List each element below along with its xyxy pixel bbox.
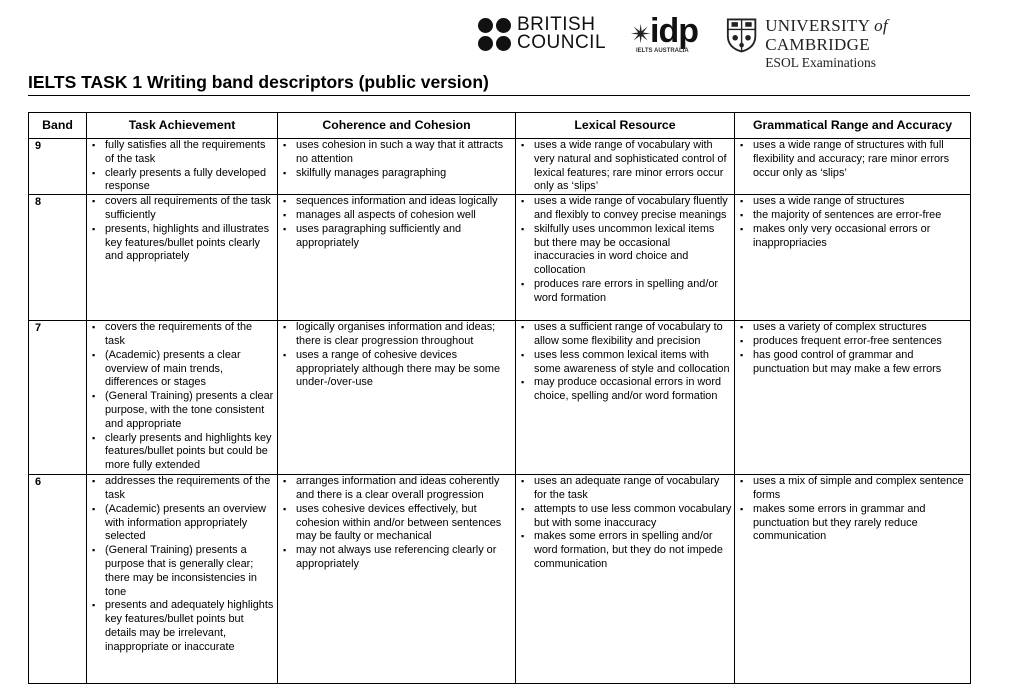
descriptor-item: ▪ produces rare errors in spelling and/or word formation (520, 278, 732, 306)
descriptor-item: ▪ skilfully uses uncommon lexical items but there may be occasional inaccuracies in word choice and collocation (520, 223, 732, 278)
header-task-achievement: Task Achievement (87, 113, 278, 139)
descriptor-item: ▪ uses an adequate range of vocabulary for the task (520, 475, 732, 503)
descriptor-item: ▪ makes some errors in spelling and/or word formation, but they do not impede communication (520, 530, 732, 571)
bullet-list (91, 475, 275, 654)
descriptor-item: ▪ addresses the requirements of the task (91, 475, 275, 503)
bullet-list (739, 475, 968, 544)
idp-subtitle: IELTS AUSTRALIA (636, 48, 689, 54)
cambridge-esol: ESOL Examinations (765, 55, 877, 70)
bullet-list (282, 321, 513, 390)
grammatical-range-cell (735, 321, 971, 475)
descriptor-item: ▪ clearly presents a fully developed response (91, 167, 275, 195)
british-council-wordmark: BRITISH COUNCIL (517, 14, 607, 53)
descriptor-item: ▪ fully satisfies all the requirements of the task (91, 139, 275, 167)
header-lexical-resource: Lexical Resource (516, 113, 735, 139)
coherence-cohesion-cell (278, 139, 516, 195)
descriptor-item: ▪ has good control of grammar and punctuation but may make a few errors (739, 349, 968, 377)
descriptor-item: ▪ presents, highlights and illustrates key features/bullet points clearly and appropriately (91, 223, 275, 264)
header-grammatical-range: Grammatical Range and Accuracy (735, 113, 971, 139)
descriptor-item: ▪ uses a mix of simple and complex sentence forms (739, 475, 968, 503)
bullet-list (520, 139, 732, 194)
band-number: 6 (29, 475, 87, 684)
header-coherence-cohesion: Coherence and Cohesion (278, 113, 516, 139)
band-number: 7 (29, 321, 87, 475)
british-council-dots-icon (478, 18, 511, 51)
descriptor-item: ▪ arranges information and ideas coherently and there is a clear overall progression (282, 475, 513, 503)
lexical-resource-cell (516, 195, 735, 321)
descriptor-item: ▪ (Academic) presents an overview with information appropriately selected (91, 503, 275, 544)
descriptor-item: ▪ uses less common lexical items with some awareness of style and collocation (520, 349, 732, 377)
bullet-list (520, 475, 732, 572)
descriptor-item: ▪ uses a range of cohesive devices appropriately although there may be some under-/over-use (282, 349, 513, 390)
table-row (29, 475, 971, 684)
descriptor-item: ▪ manages all aspects of cohesion well (282, 209, 513, 223)
descriptor-item: ▪ may not always use referencing clearly or appropriately (282, 544, 513, 572)
descriptor-item: ▪ attempts to use less common vocabulary but with some inaccuracy (520, 503, 732, 531)
page-title: IELTS TASK 1 Writing band descriptors (public version) (28, 72, 970, 96)
header-logos (478, 12, 978, 70)
descriptor-item: ▪ (Academic) presents a clear overview of main trends, differences or stages (91, 349, 275, 390)
table-row (29, 139, 971, 195)
coherence-cohesion-cell (278, 195, 516, 321)
descriptor-item: ▪ makes only very occasional errors or inappropriacies (739, 223, 968, 251)
descriptor-item: ▪ produces frequent error-free sentences (739, 335, 968, 349)
idp-logo (630, 14, 710, 60)
band-number: 8 (29, 195, 87, 321)
bullet-list (282, 195, 513, 250)
descriptor-item: ▪ clearly presents and highlights key features/bullet points but could be more fully extended (91, 432, 275, 473)
task-achievement-cell (87, 321, 278, 475)
idp-wordmark: idp (650, 12, 698, 50)
descriptor-item: ▪ skilfully manages paragraphing (282, 167, 513, 181)
bullet-list (282, 139, 513, 180)
descriptor-item: ▪ makes some errors in grammar and punctuation but they rarely reduce communication (739, 503, 968, 544)
descriptor-item: ▪ covers the requirements of the task (91, 321, 275, 349)
descriptor-item: ▪ logically organises information and ideas; there is clear progression throughout (282, 321, 513, 349)
coherence-cohesion-cell (278, 321, 516, 475)
descriptor-item: ▪ (General Training) presents a purpose that is generally clear; there may be inconsistencies in tone (91, 544, 275, 599)
table-header-row (29, 113, 971, 139)
band-number: 9 (29, 139, 87, 195)
cambridge-logo (726, 16, 978, 71)
cambridge-crest-icon (726, 16, 757, 54)
descriptor-item: ▪ uses cohesive devices effectively, but cohesion within and/or between sentences may be faulty or mechanical (282, 503, 513, 544)
task-achievement-cell (87, 475, 278, 684)
bullet-list (91, 139, 275, 194)
bullet-list (739, 195, 968, 250)
descriptor-item: ▪ sequences information and ideas logically (282, 195, 513, 209)
descriptor-item: ▪ uses a wide range of vocabulary fluently and flexibly to convey precise meanings (520, 195, 732, 223)
bullet-list (91, 321, 275, 473)
descriptor-item: ▪ the majority of sentences are error-free (739, 209, 968, 223)
coherence-cohesion-cell (278, 475, 516, 684)
descriptor-item: ▪ uses a wide range of vocabulary with very natural and sophisticated control of lexical features; rare minor errors occur only as ‘slips’ (520, 139, 732, 194)
table-row (29, 321, 971, 475)
descriptor-item: ▪ uses a sufficient range of vocabulary to allow some flexibility and precision (520, 321, 732, 349)
descriptor-item: ▪ uses paragraphing sufficiently and appropriately (282, 223, 513, 251)
lexical-resource-cell (516, 475, 735, 684)
descriptor-item: ▪ uses a variety of complex structures (739, 321, 968, 335)
header-band: Band (29, 113, 87, 139)
bullet-list (520, 321, 732, 404)
bullet-list (739, 321, 968, 376)
descriptor-item: ▪ uses a wide range of structures (739, 195, 968, 209)
descriptor-item: ▪ may produce occasional errors in word choice, spelling and/or word formation (520, 376, 732, 404)
british-council-logo (478, 16, 606, 52)
descriptor-item: ▪ uses a wide range of structures with full flexibility and accuracy; rare minor errors occur only as ‘slips’ (739, 139, 968, 180)
lexical-resource-cell (516, 139, 735, 195)
cambridge-name: UNIVERSITY of CAMBRIDGE (765, 16, 888, 54)
bullet-list (520, 195, 732, 305)
table-row (29, 195, 971, 321)
descriptor-item: ▪ uses cohesion in such a way that it attracts no attention (282, 139, 513, 167)
descriptor-item: ▪ presents and adequately highlights key features/bullet points but details may be irrelevant, inappropriate or inaccurate (91, 599, 275, 654)
grammatical-range-cell (735, 195, 971, 321)
task-achievement-cell (87, 195, 278, 321)
band-descriptor-table (28, 112, 971, 684)
grammatical-range-cell (735, 139, 971, 195)
bullet-list (739, 139, 968, 180)
task-achievement-cell (87, 139, 278, 195)
idp-swirl-icon: ✴ (630, 20, 652, 50)
descriptor-item: ▪ covers all requirements of the task sufficiently (91, 195, 275, 223)
bullet-list (91, 195, 275, 264)
lexical-resource-cell (516, 321, 735, 475)
bullet-list (282, 475, 513, 572)
descriptor-item: ▪ (General Training) presents a clear purpose, with the tone consistent and appropriate (91, 390, 275, 431)
grammatical-range-cell (735, 475, 971, 684)
